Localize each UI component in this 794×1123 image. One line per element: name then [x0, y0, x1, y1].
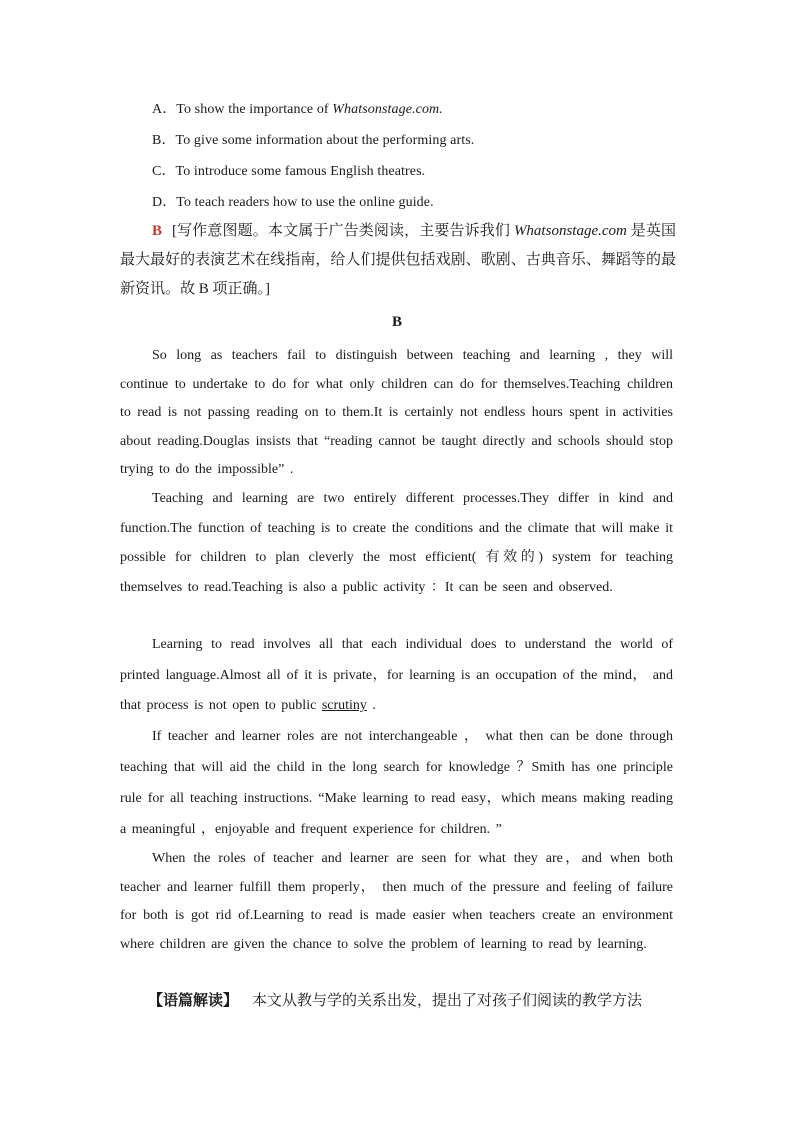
answer-site: Whatsonstage.com: [513, 223, 627, 239]
passage-paragraph-3: [120, 630, 673, 722]
reading-note-tag: 【语篇解读】: [148, 993, 239, 1009]
passage-paragraph-5: When the roles of teacher and learner are seen for what they are，and when both teacher and learner fulfill them properly， then much of the pressure and feeling of failure for both is got rid of.Learning to read is made easier when teachers create an environment where children are given the chance to solve the problem of learning to read by learning.: [120, 851, 673, 952]
paragraph-3-text: Learning to read involves all that each individual does to understand the world of printed language.Almost all of it is private，for learning is an occupation of the mind， and that process is not open to public: [120, 637, 673, 713]
passage-paragraph-1: So long as teachers fail to distinguish between teaching and learning , they will continue to undertake to do for what only children can do for themselves.Teaching children to read is not passing reading on to them.It is certainly not endless hours spent in activities about reading.Douglas insists that “reading cannot be taught directly and schools should stop trying to do the impossible” .: [120, 348, 673, 477]
underlined-word: scrutiny: [321, 698, 367, 713]
passage-paragraph-2: Teaching and learning are two entirely different processes.They differ in kind and function.The function of teaching is to create the conditions and the climate that will make it possible for children to plan cleverly the most efficient( 有效的) system for teaching themselves to read.Teaching is also a public activity ：It can be seen and observed.: [120, 491, 673, 595]
option-a-text: A．To show the importance of: [152, 102, 333, 117]
answer-letter: B: [152, 223, 163, 239]
option-a: [152, 98, 443, 118]
option-a-site: Whatsonstage.com.: [332, 102, 443, 117]
answer-text-after: 是英国最大最好的表演艺术在线指南，给人们提供包括戏剧、歌剧、古典音乐、舞蹈等的最新资讯。故 B 项正确。]: [120, 223, 676, 297]
reading-note-text: 本文从教与学的关系出发，提出了对孩子们阅读的教学方法: [252, 993, 643, 1009]
answer-text-before: [写作意图题。本文属于广告类阅读，主要告诉我们: [172, 223, 514, 239]
option-b: B．To give some information about the performing arts.: [152, 133, 475, 148]
paragraph-3-end: .: [366, 698, 376, 713]
option-c: C．To introduce some famous English theatres.: [152, 164, 426, 179]
passage-paragraph-4: If teacher and learner roles are not interchangeable ， what then can be done through teaching that will aid the child in the long search for knowledge ？Smith has one principle rule for all teaching instructions. “Make learning to read easy，which means making reading a meaningful ，enjoyable and frequent experience for children. ”: [120, 729, 673, 837]
answer-explanation: [120, 217, 676, 304]
option-d: D．To teach readers how to use the online guide.: [152, 195, 434, 210]
section-title: B: [391, 314, 402, 330]
reading-note: [148, 989, 642, 1010]
